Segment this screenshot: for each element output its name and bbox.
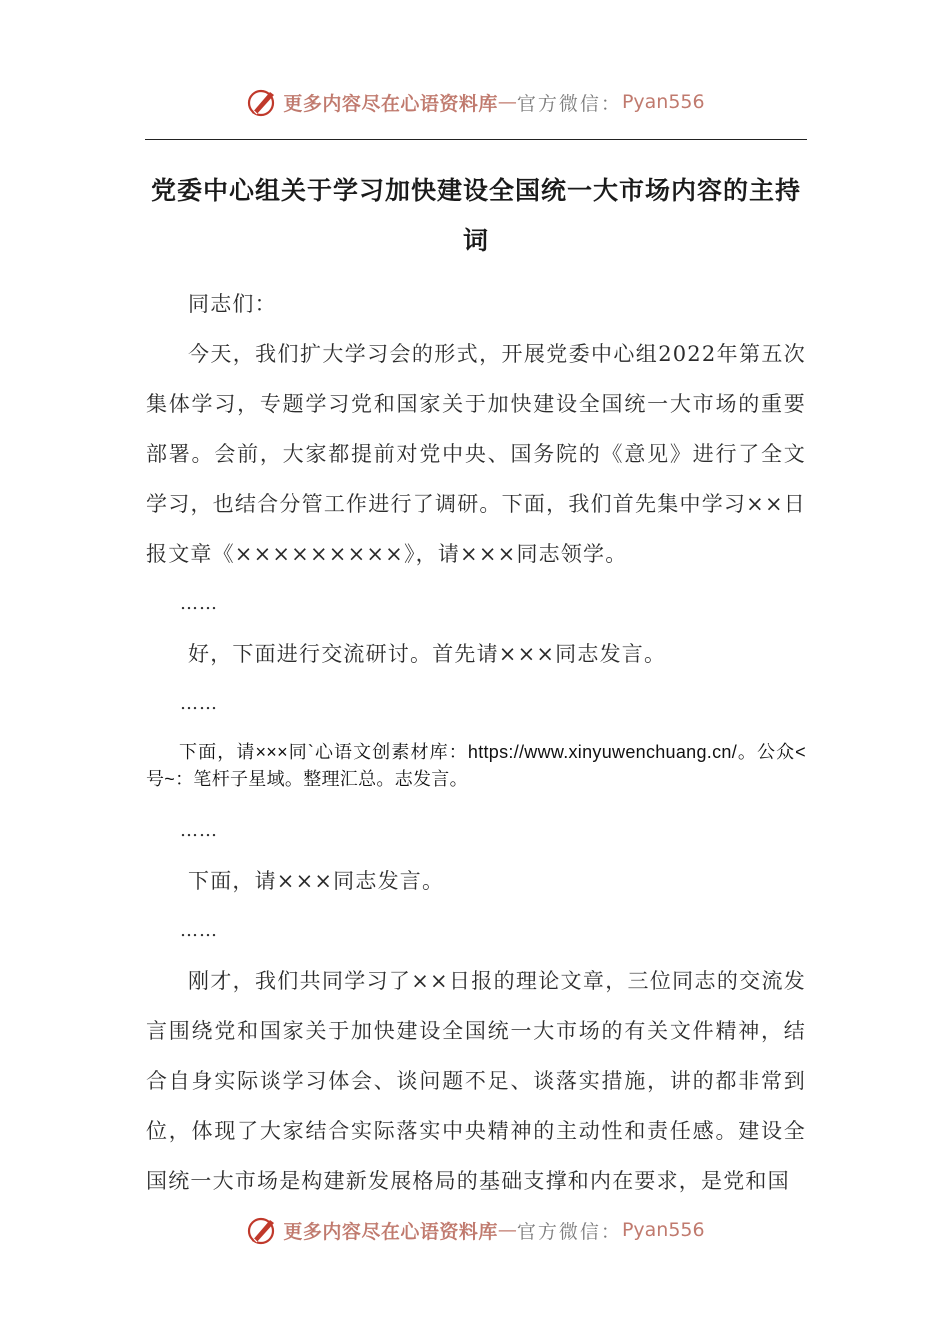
ellipsis-4: …… <box>180 920 218 941</box>
document-body <box>146 279 806 1206</box>
header-divider <box>145 139 807 140</box>
header-banner <box>0 82 950 122</box>
pen-logo-icon <box>245 85 279 119</box>
header-wechat-id: Pyan556 <box>621 91 705 113</box>
paragraph-1: 今天，我们扩大学习会的形式，开展党委中心组2022年第五次集体学习，专题学习党和国家关于加快建设全国统一大市场的重要部署。会前，大家都提前对党中央、国务院的《意见》进行了全文学习，也结合分管工作进行了调研。下面，我们首先集中学习××日报文章《×××××××××》，请×××同志领学。 <box>146 342 806 566</box>
header-wechat-label: 官方微信： <box>516 92 622 115</box>
paragraph-3: 下面，请×××同`心语文创素材库：https://www.xinyuwenchuang.cn/。公众<号~：笔杆子星域。整理汇总。志发言。 <box>146 742 806 789</box>
header-brand: 更多内容尽在心语资料库 <box>283 92 498 115</box>
footer-wechat-label: 官方微信： <box>516 1220 622 1243</box>
greeting: 同志们： <box>188 292 277 316</box>
paragraph-5: 刚才，我们共同学习了××日报的理论文章，三位同志的交流发言围绕党和国家关于加快建设全国统一大市场的有关文件精神，结合自身实际谈学习体会、谈问题不足、谈落实措施，讲的都非常到位，体现了大家结合实际落实中央精神的主动性和责任感。建设全国统一大市场是构建新发展格局的基础支撑和内在要求，是党和国 <box>146 969 806 1193</box>
pen-logo-icon <box>245 1213 279 1247</box>
footer-brand: 更多内容尽在心语资料库 <box>283 1220 498 1243</box>
paragraph-2: 好，下面进行交流研讨。首先请×××同志发言。 <box>188 642 667 666</box>
ellipsis-3: …… <box>180 820 218 841</box>
ellipsis-2: …… <box>180 693 218 714</box>
header-dash: — <box>497 91 517 113</box>
paragraph-4: 下面，请×××同志发言。 <box>188 869 445 893</box>
footer-banner <box>0 1210 950 1250</box>
footer-dash: — <box>497 1219 517 1241</box>
document-title: 党委中心组关于学习加快建设全国统一大市场内容的主持词 <box>150 176 801 255</box>
ellipsis-1: …… <box>180 593 218 614</box>
footer-wechat-id: Pyan556 <box>621 1219 705 1241</box>
